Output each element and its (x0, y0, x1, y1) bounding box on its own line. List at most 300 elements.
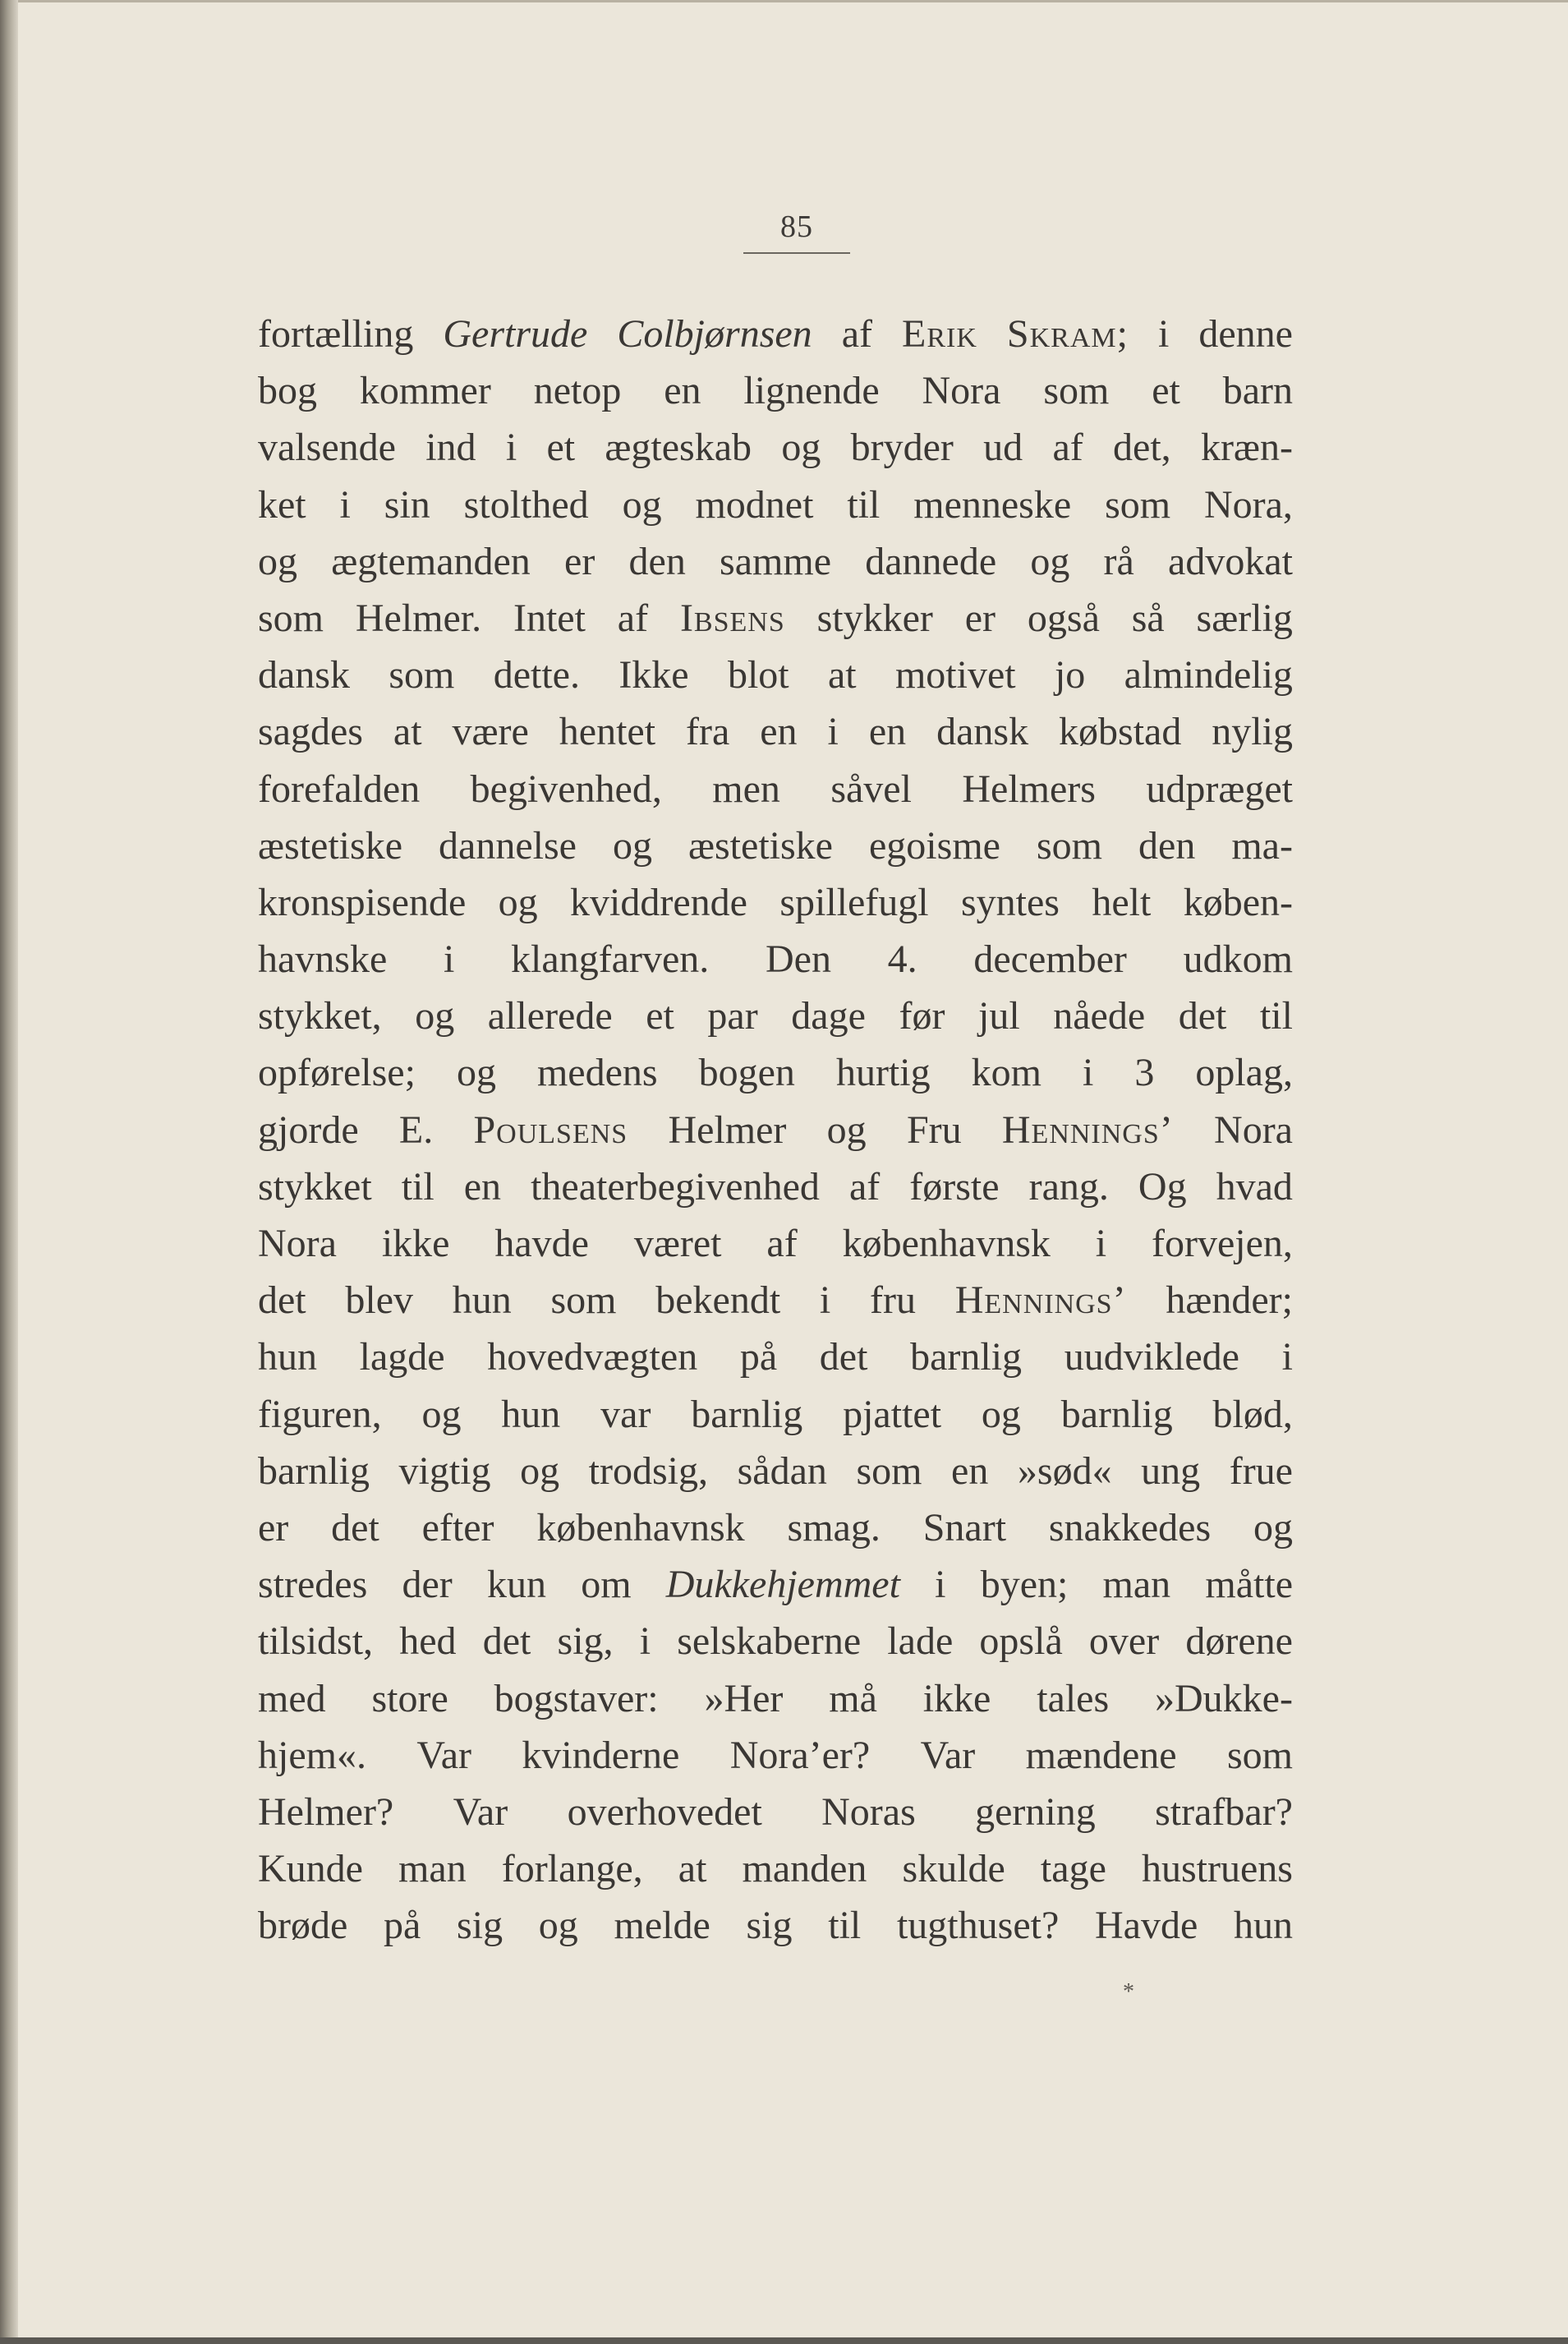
word-text: sagdes (258, 710, 363, 754)
word-text: med (258, 1676, 326, 1720)
word-text: måtte (1205, 1563, 1293, 1607)
word (743, 362, 879, 419)
word-text: i (444, 937, 455, 982)
word-text: køben- (1183, 880, 1293, 924)
word-text: manden (742, 1847, 867, 1891)
word-text: ægtemanden (331, 539, 531, 583)
word (331, 533, 531, 590)
word-text: nåede (1053, 994, 1146, 1038)
word (258, 1727, 366, 1784)
word-text: forvejen, (1152, 1222, 1293, 1265)
word-text: som (1043, 369, 1110, 413)
word (345, 1272, 413, 1329)
word (559, 703, 655, 760)
word-text: hjem«. (258, 1733, 366, 1777)
word (494, 1215, 589, 1272)
word (856, 1443, 922, 1499)
word (847, 477, 880, 533)
word (888, 931, 917, 988)
word-text: i (339, 482, 351, 527)
word (531, 1158, 820, 1215)
word (605, 419, 752, 476)
word-text: Nora (1214, 1108, 1293, 1152)
word-text: man (1102, 1563, 1171, 1607)
word (384, 1897, 421, 1954)
word-text: til (847, 482, 881, 527)
word-text: Hennings’ (954, 1278, 1127, 1323)
word (979, 1613, 1062, 1669)
word (473, 1102, 628, 1158)
word-text: og (981, 1392, 1021, 1436)
word-text: i (1082, 1051, 1094, 1095)
word-text: en (868, 710, 907, 754)
word-text: pjattet (843, 1392, 942, 1436)
word-text: som (550, 1278, 617, 1323)
page-number: 85 (780, 210, 813, 244)
word-text: mændene (1025, 1733, 1177, 1777)
word-text: oplag, (1195, 1051, 1293, 1095)
word (1152, 362, 1180, 419)
word-text: kviddrende (570, 880, 747, 924)
text-line (258, 1386, 1293, 1443)
word-text: i (1281, 1335, 1293, 1379)
word-text: dansk (258, 653, 350, 698)
word-text: æstetiske (258, 823, 402, 868)
word (1055, 647, 1085, 703)
word (258, 306, 413, 362)
word (443, 306, 587, 362)
word (922, 362, 1001, 419)
text-line (258, 1044, 1293, 1101)
word-text: Og (1138, 1164, 1187, 1209)
word-text: barnlig (258, 1448, 370, 1493)
word (360, 1329, 445, 1385)
word (766, 931, 831, 988)
word-text: hurtig (835, 1051, 931, 1095)
word (965, 590, 996, 647)
word-text: lignende (743, 369, 880, 413)
word (258, 1102, 359, 1158)
word (1260, 988, 1293, 1044)
word (1168, 533, 1293, 590)
word-text: Erik (902, 312, 977, 356)
word (258, 419, 396, 476)
word (422, 1499, 494, 1556)
word-text: og (622, 482, 662, 527)
word (1064, 1329, 1239, 1385)
word-text: i (639, 1619, 651, 1664)
word (534, 362, 622, 419)
word (581, 1556, 631, 1613)
word-text: theaterbegivenhed (531, 1164, 820, 1209)
word-text: og (421, 1392, 462, 1436)
word (851, 419, 954, 476)
word (402, 1158, 435, 1215)
word (537, 1044, 658, 1101)
word-text: som (856, 1448, 922, 1493)
word (258, 1613, 373, 1669)
word-text: byen; (980, 1563, 1069, 1607)
word (907, 1102, 962, 1158)
word-text: snakkedes (1048, 1505, 1212, 1550)
word-text: der (402, 1563, 453, 1607)
word (887, 1613, 953, 1669)
word (453, 1272, 512, 1329)
word (331, 1499, 379, 1556)
word-text: sådan (737, 1448, 827, 1493)
word (1230, 1443, 1293, 1499)
word-text: en (664, 369, 701, 413)
word-text: jul (977, 994, 1020, 1038)
word-text: Var (416, 1733, 471, 1777)
word (842, 306, 872, 362)
word (1059, 703, 1181, 760)
word-text: dansk (936, 710, 1029, 754)
word-text: over (1088, 1619, 1160, 1664)
word (258, 874, 466, 931)
word (539, 1897, 578, 1954)
word-text: bekendt (655, 1278, 781, 1323)
word-text: smag. (787, 1505, 881, 1550)
word (730, 1727, 871, 1784)
word (1142, 1840, 1293, 1897)
text-line (258, 647, 1293, 703)
word (1103, 1556, 1171, 1613)
word-text: tilsidst, (258, 1619, 374, 1664)
word (258, 1272, 306, 1329)
word (982, 1386, 1021, 1443)
word-text: ud (983, 426, 1023, 470)
word (1138, 817, 1195, 874)
word-text: er (964, 596, 996, 640)
word (1197, 590, 1293, 647)
word-text: skulde (902, 1847, 1005, 1891)
word-text: det, (1113, 426, 1171, 470)
word-text: ind (425, 426, 476, 470)
word-text: Colbjørnsen (617, 312, 812, 356)
word (1095, 1897, 1198, 1954)
word-text: dannede (865, 539, 997, 583)
word-text: barnlig (910, 1335, 1023, 1379)
text-line (258, 1158, 1293, 1215)
word-text: trodsig, (588, 1448, 709, 1493)
word (398, 1840, 467, 1897)
word-text: tugthuset? (896, 1904, 1060, 1948)
word (384, 477, 430, 533)
text-line (258, 1613, 1293, 1669)
word-text: selskaberne (677, 1619, 862, 1664)
word-text: store (371, 1676, 448, 1720)
word-text: og (520, 1448, 560, 1493)
word-text: og (1253, 1505, 1293, 1550)
word (820, 1272, 830, 1329)
word (1037, 817, 1102, 874)
word-text: som (1105, 482, 1171, 527)
word (402, 1556, 453, 1613)
word-text: nylig (1212, 710, 1293, 754)
word-text: almindelig (1124, 653, 1293, 698)
word (258, 1840, 363, 1897)
word-text: kun (487, 1563, 546, 1607)
word-text: er (564, 539, 595, 583)
word-text: ung (1141, 1448, 1201, 1493)
word (1041, 1840, 1106, 1897)
word (1158, 306, 1169, 362)
word-text: efter (421, 1505, 494, 1550)
word-text: hentet (559, 710, 656, 754)
word-text: stykket (258, 1164, 372, 1209)
word (258, 647, 350, 703)
word (613, 817, 652, 874)
word (618, 647, 688, 703)
text-line (258, 1443, 1293, 1499)
word (546, 419, 575, 476)
word-text: havnske (258, 937, 388, 982)
word (258, 1443, 370, 1499)
word-text: motivet (894, 653, 1016, 698)
word (788, 1499, 881, 1556)
word-text: dage (791, 994, 866, 1038)
word (1132, 590, 1165, 647)
word (821, 1784, 916, 1840)
word-text: og (415, 994, 455, 1038)
word-text: i (1157, 312, 1170, 356)
word (258, 931, 387, 988)
word-text: strafbar? (1155, 1789, 1293, 1834)
word (488, 988, 613, 1044)
word (828, 647, 857, 703)
word (978, 988, 1020, 1044)
word (1234, 1897, 1293, 1954)
word-text: sig, (557, 1619, 614, 1664)
word-text: ikke (381, 1222, 450, 1265)
word (699, 1044, 795, 1101)
text-line (258, 1727, 1293, 1784)
word-text: som (389, 653, 455, 698)
word-text: den (1138, 823, 1196, 868)
word (623, 477, 662, 533)
word-text: men (712, 767, 780, 811)
word-text: sin (384, 482, 430, 527)
word-text: bogen (698, 1051, 795, 1095)
word (903, 1840, 1005, 1897)
word (1083, 1044, 1093, 1101)
word (1026, 1727, 1177, 1784)
word-text: sig (746, 1904, 793, 1948)
word-text: Dukkehjemmet (665, 1563, 900, 1607)
word (828, 1897, 861, 1954)
word (258, 988, 382, 1044)
word-text: Gertrude (443, 312, 588, 356)
word (439, 817, 577, 874)
word (457, 1897, 503, 1954)
word-text: at (827, 653, 857, 698)
word (389, 647, 454, 703)
word (1179, 988, 1227, 1044)
text-line (258, 362, 1293, 419)
word (415, 988, 454, 1044)
word-text: i (505, 426, 517, 470)
word (1028, 590, 1100, 647)
word (691, 1386, 802, 1443)
word-text: 4. (887, 937, 917, 982)
word (869, 703, 906, 760)
word (550, 1272, 616, 1329)
word (843, 1215, 1051, 1272)
word-text: det (1178, 994, 1227, 1038)
word-text: melde (614, 1904, 710, 1948)
word (720, 533, 831, 590)
word (258, 1897, 347, 1954)
word-text: særlig (1196, 596, 1293, 640)
text-line (258, 1670, 1293, 1727)
word-text: Helmer? (258, 1789, 394, 1834)
word (820, 1329, 868, 1385)
word-text: havde (494, 1222, 589, 1265)
word (779, 874, 928, 931)
word-text: dannelse (439, 823, 577, 868)
word (1053, 988, 1145, 1044)
word-text: vigtig (398, 1448, 491, 1493)
word (935, 1556, 945, 1613)
word-text: som (1036, 823, 1102, 868)
word (909, 1158, 999, 1215)
word (399, 1102, 433, 1158)
word (1213, 1386, 1293, 1443)
word (494, 1670, 659, 1727)
word-text: helt (1092, 880, 1152, 924)
word (1146, 761, 1293, 817)
word-text: Ikke (618, 653, 689, 698)
word (499, 874, 538, 931)
word (923, 1670, 991, 1727)
word-text: må (829, 1676, 877, 1720)
word-text: par (707, 994, 758, 1038)
word (830, 761, 912, 817)
word-text: ægteskab (605, 426, 752, 470)
word (655, 1272, 780, 1329)
word (520, 1443, 559, 1499)
word (513, 590, 586, 647)
word (1105, 477, 1170, 533)
word (707, 988, 757, 1044)
word-text: »Her (704, 1676, 784, 1720)
word (962, 761, 1096, 817)
word-text: opslå (979, 1619, 1063, 1664)
word-text: allerede (487, 994, 613, 1038)
word (1104, 533, 1134, 590)
page-number-rule (743, 252, 850, 254)
word (921, 1727, 976, 1784)
word-text: samme (720, 539, 831, 583)
word-text: om (581, 1563, 632, 1607)
word (760, 703, 797, 760)
word (589, 1443, 708, 1499)
word (487, 1556, 546, 1613)
word-text: så (1131, 596, 1165, 640)
word (258, 1556, 367, 1613)
word-text: var (600, 1392, 651, 1436)
word (895, 647, 1016, 703)
word (747, 1897, 793, 1954)
binding-shadow (0, 0, 18, 2344)
word (356, 590, 481, 647)
word (902, 306, 977, 362)
word (791, 988, 866, 1044)
word (1166, 1272, 1293, 1329)
word-text: Noras (821, 1789, 916, 1834)
text-line (258, 874, 1293, 931)
word (444, 931, 454, 988)
word-text: fortælling (258, 312, 414, 356)
text-line (258, 761, 1293, 817)
word (1049, 1499, 1211, 1556)
word (688, 817, 833, 874)
word-text: figuren, (258, 1392, 382, 1436)
word (502, 1840, 643, 1897)
word-text: af (617, 596, 649, 640)
text-line (258, 533, 1293, 590)
word (258, 590, 324, 647)
word-text: kom (971, 1051, 1042, 1095)
word-text: blev (345, 1278, 414, 1323)
word (936, 703, 1028, 760)
word (629, 533, 686, 590)
word (640, 1613, 651, 1669)
word (399, 1613, 456, 1669)
word (340, 477, 351, 533)
word (1155, 1784, 1293, 1840)
word-text: hed (399, 1619, 457, 1664)
word (1096, 1215, 1106, 1272)
word (453, 1784, 508, 1840)
body-text (258, 306, 1293, 1954)
word (1134, 1044, 1154, 1101)
word (1155, 1670, 1293, 1727)
word (740, 1329, 777, 1385)
word-text: såvel (830, 767, 912, 811)
text-line (258, 1499, 1293, 1556)
word (258, 1670, 326, 1727)
word (1227, 1727, 1293, 1784)
word-text: valsende (258, 426, 396, 470)
word (1124, 647, 1293, 703)
word (258, 1784, 393, 1840)
word (973, 931, 1127, 988)
text-line (258, 931, 1293, 988)
word (680, 590, 785, 647)
word-text: københavnsk (842, 1222, 1051, 1265)
word (1002, 1102, 1174, 1158)
word (258, 817, 402, 874)
word-text: Var (920, 1733, 976, 1777)
word (961, 874, 1060, 931)
word-text: på (739, 1335, 778, 1379)
word-text: tage (1040, 1847, 1106, 1891)
punctuation: ; (1116, 312, 1129, 356)
word-text: Kunde (258, 1847, 363, 1891)
word (1185, 1613, 1293, 1669)
word-text: i (935, 1563, 946, 1607)
text-line (258, 1784, 1293, 1840)
word (258, 477, 306, 533)
word-text: til (1259, 994, 1293, 1038)
word-text: er (258, 1505, 289, 1550)
word-text: brøde (258, 1904, 348, 1948)
word (1198, 306, 1293, 362)
word (536, 1499, 744, 1556)
word-text: ikke (922, 1676, 991, 1720)
